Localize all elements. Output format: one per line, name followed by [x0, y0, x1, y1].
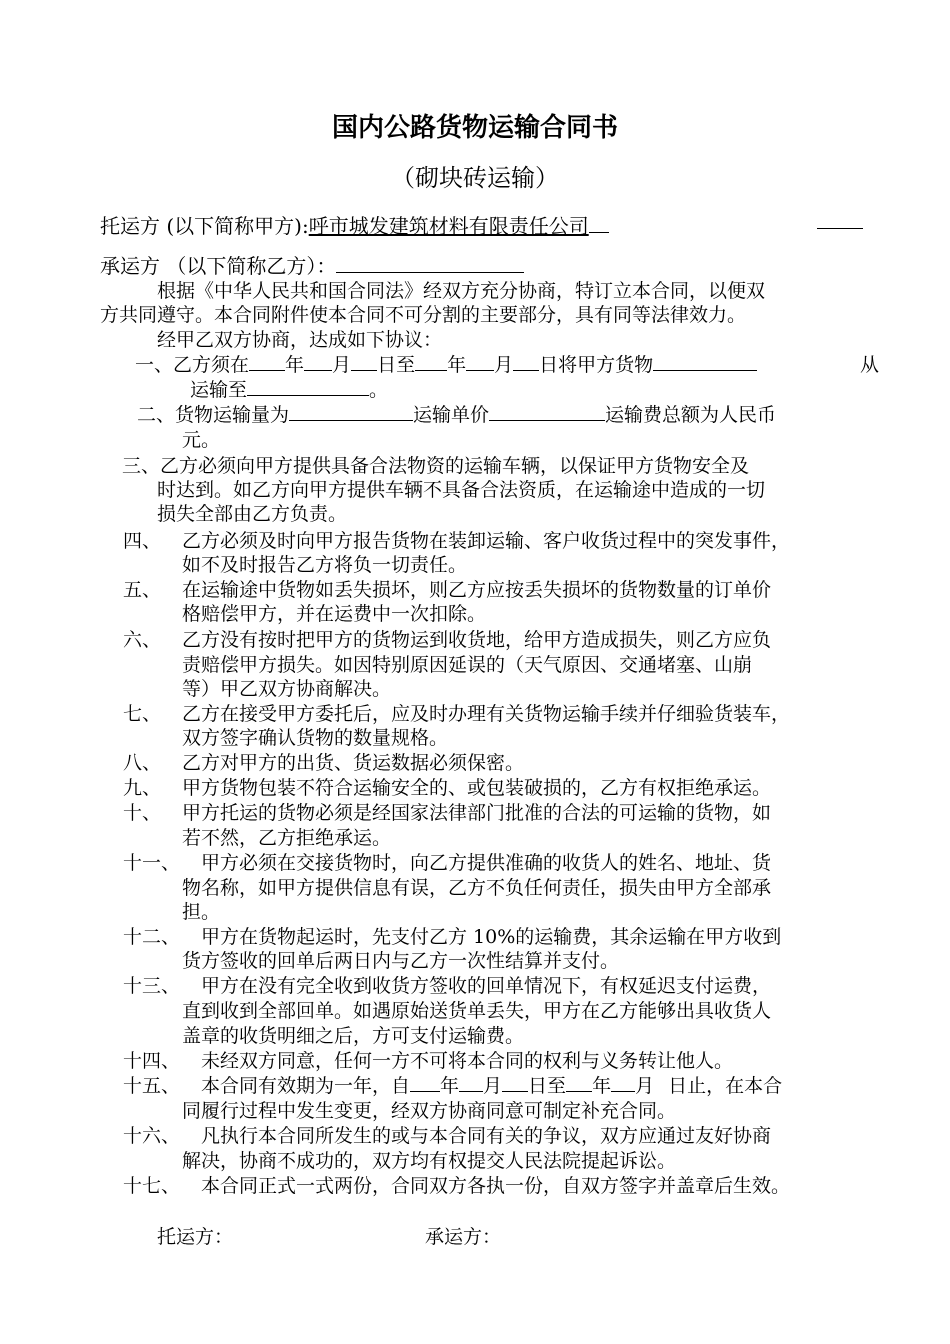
clause-5-line-2: 格赔偿甲方，并在运费中一次扣除。	[182, 603, 487, 625]
clause-6-line-2: 责赔偿甲方损失。如因特别原因延误的（天气原因、交通堵塞、山崩	[182, 654, 753, 676]
document-subtitle: （砌块砖运输）	[391, 164, 559, 192]
clause-10-line-1: 甲方托运的货物必须是经国家法律部门批准的合法的可运输的货物，如	[182, 802, 772, 824]
preamble-line-3: 经甲乙双方协商，达成如下协议：	[157, 329, 443, 351]
clause-1-line-2: 运输至 。	[190, 379, 389, 401]
clause-3-line-3: 损失全部由乙方负责。	[157, 503, 348, 525]
shipper-signature-label: 托运方：	[157, 1226, 234, 1248]
clause-13-line-3: 盖章的收货明细之后，方可支付运输费。	[182, 1025, 525, 1047]
clause-7-number: 七、	[123, 703, 162, 725]
clause-2-line-2: 元。	[182, 429, 221, 451]
shipper-blank	[817, 210, 863, 234]
clause-16-line-1: 凡执行本合同所发生的或与本合同有关的争议，双方应通过友好协商	[201, 1125, 772, 1147]
clause-13-line-1: 甲方在没有完全收到收货方签收的回单情况下，有权延迟支付运费，	[201, 975, 772, 997]
carrier-label: 承运方 （以下简称乙方）：	[100, 254, 337, 278]
clause-11-line-1: 甲方必须在交接货物时，向乙方提供准确的收货人的姓名、地址、货	[201, 852, 772, 874]
shipper-label: 托运方 (以下简称甲方):	[100, 214, 309, 238]
clause-11-line-2: 物名称，如甲方提供信息有误，乙方不负任何责任，损失由甲方全部承	[182, 877, 772, 899]
preamble-line-2: 方共同遵守。本合同附件使本合同不可分割的主要部分，具有同等法律效力。	[100, 304, 747, 326]
clause-5-line-1: 在运输途中货物如丢失损坏，则乙方应按丢失损坏的货物数量的订单价	[182, 579, 772, 601]
clause-4-line-2: 如不及时报告乙方将负一切责任。	[182, 554, 468, 576]
clause-4-line-1: 乙方必须及时向甲方报告货物在装卸运输、客户收货过程中的突发事件，	[182, 530, 791, 552]
clause-3-line-1: 三、乙方必须向甲方提供具备合法物资的运输车辆，以保证甲方货物安全及	[122, 455, 750, 477]
clause-7-line-2: 双方签字确认货物的数量规格。	[182, 727, 449, 749]
clause-12-line-2: 货方签收的回单后两日内与乙方一次性结算并支付。	[182, 950, 620, 972]
clause-10-number: 十、	[123, 802, 162, 824]
document-title: 国内公路货物运输合同书	[331, 113, 618, 143]
clause-14-number: 十四、	[123, 1050, 181, 1072]
clause-2-line-1: 二、货物运输量为 运输单价 运输费总额为人民币	[137, 404, 777, 426]
clause-14-line-1: 未经双方同意，任何一方不可将本合同的权利与义务转让他人。	[201, 1050, 734, 1072]
carrier-line	[100, 250, 524, 279]
clause-11-number: 十一、	[123, 852, 181, 874]
clause-8-line-1: 乙方对甲方的出货、货运数据必须保密。	[182, 752, 525, 774]
shipper-line	[100, 210, 609, 239]
clause-12-number: 十二、	[123, 926, 181, 948]
clause-15-number: 十五、	[123, 1075, 181, 1097]
clause-10-line-2: 若不然，乙方拒绝承运。	[182, 827, 392, 849]
clause-15-line-2: 同履行过程中发生变更，经双方协商同意可制定补充合同。	[182, 1100, 677, 1122]
clause-17-number: 十七、	[123, 1175, 181, 1197]
clause-3-line-2: 时达到。如乙方向甲方提供车辆不具备合法资质，在运输途中造成的一切	[157, 479, 766, 501]
clause-12-line-1: 甲方在货物起运时，先支付乙方 10%的运输费，其余运输在甲方收到	[201, 926, 782, 948]
clause-11-line-3: 担。	[182, 901, 221, 923]
shipper-name: 呼市城发建筑材料有限责任公司	[308, 214, 589, 238]
clause-6-line-3: 等）甲乙双方协商解决。	[182, 678, 392, 700]
clause-5-number: 五、	[123, 579, 162, 601]
clause-6-number: 六、	[123, 629, 162, 651]
clause-4-number: 四、	[123, 530, 162, 552]
clause-13-number: 十三、	[123, 975, 181, 997]
clause-16-number: 十六、	[123, 1125, 181, 1147]
clause-9-number: 九、	[123, 777, 162, 799]
clause-8-number: 八、	[123, 752, 162, 774]
clause-13-line-2: 直到收到全部回单。如遇原始送货单丢失，甲方在乙方能够出具收货人	[182, 1000, 772, 1022]
clause-1-number: 一、	[135, 354, 174, 376]
preamble-line-1: 根据《中华人民共和国合同法》经双方充分协商，特订立本合同，以便双	[157, 280, 766, 302]
carrier-signature-label: 承运方：	[425, 1226, 502, 1248]
clause-15-line-1: 本合同有效期为一年，自 年 月 日至 年 月 日止，在本合	[201, 1075, 783, 1097]
clause-7-line-1: 乙方在接受甲方委托后，应及时办理有关货物运输手续并仔细验货装车，	[182, 703, 791, 725]
clause-1-from: 从	[860, 354, 880, 376]
clause-16-line-2: 解决，协商不成功的，双方均有权提交人民法院提起诉讼。	[182, 1150, 677, 1172]
clause-17-line-1: 本合同正式一式两份，合同双方各执一份，自双方签字并盖章后生效。	[201, 1175, 791, 1197]
clause-6-line-1: 乙方没有按时把甲方的货物运到收货地，给甲方造成损失，则乙方应负	[182, 629, 772, 651]
clause-1-line-1: 一、乙方须在 年 月 日至 年 月 日将甲方货物	[135, 350, 757, 377]
clause-9-line-1: 甲方货物包装不符合运输安全的、或包装破损的，乙方有权拒绝承运。	[182, 777, 772, 799]
clause-2-number: 二、	[137, 404, 176, 426]
